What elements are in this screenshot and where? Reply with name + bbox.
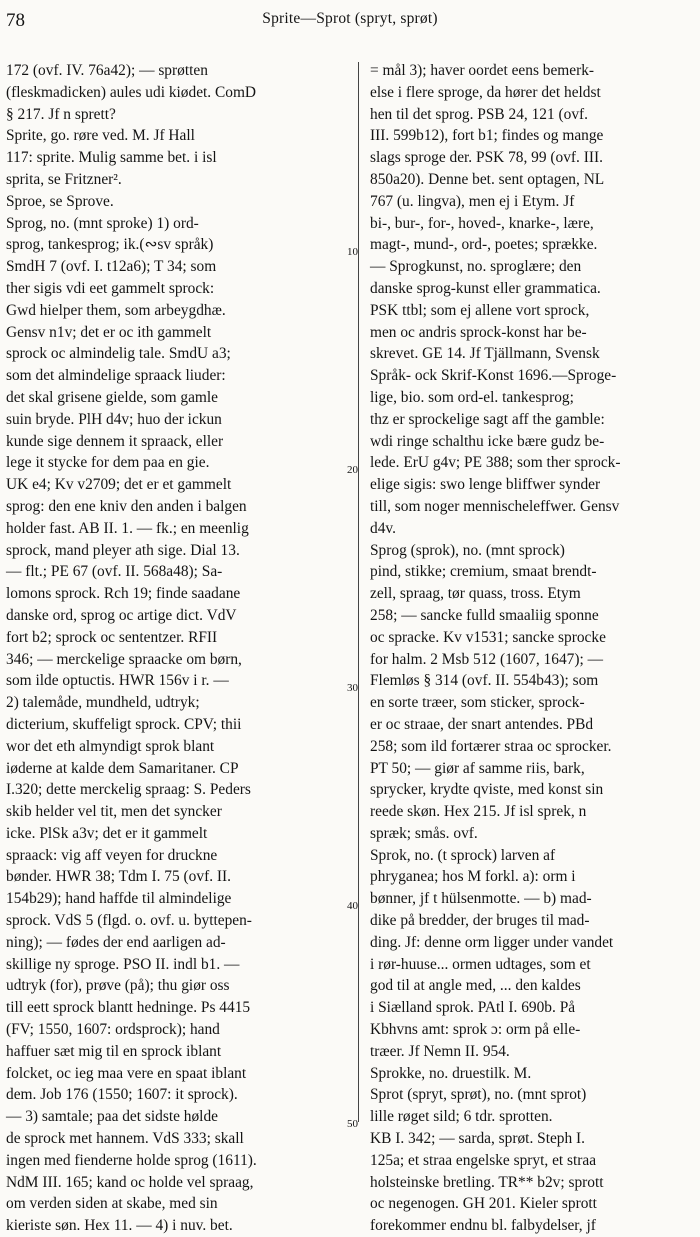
text-line: fort b2; sprock oc sententzer. RFII xyxy=(6,628,218,646)
text-line: sprock oc almindelig tale. SmdU a3; xyxy=(6,345,231,363)
text-line: bønder. HWR 38; Tdm I. 75 (ovf. II. xyxy=(6,868,231,886)
text-line: § 217. Jf n sprett? xyxy=(6,105,116,123)
text-line: lege it stycke for dem paa en gie. xyxy=(6,454,210,472)
text-line: i Siælland sprok. PAtl I. 690b. På xyxy=(370,999,576,1017)
text-line: slags sproge der. PSK 78, 99 (ovf. III. xyxy=(370,149,603,167)
text-line: en sorte træer, som sticker, sprock- xyxy=(370,694,585,712)
text-line: d4v. xyxy=(370,519,396,537)
text-line: 2) talemåde, mundheld, udtryk; xyxy=(6,694,200,712)
text-line: — Sprogkunst, no. sproglære; den xyxy=(370,258,582,276)
text-line: Sprog (sprok), no. (mnt sprock) xyxy=(370,541,565,559)
text-line: UK e4; Kv v2709; det er et gammelt xyxy=(6,476,232,494)
text-line: er oc straae, der snart antendes. PBd xyxy=(370,715,594,733)
text-line: suin bryde. PlH d4v; huo der ickun xyxy=(6,410,222,428)
text-line: phryganea; hos M forkl. a): orm i xyxy=(370,868,576,886)
text-line: bi-, bur-, for-, hoved-, knarke-, lære, xyxy=(370,214,594,232)
text-line: Sprot (spryt, sprøt), no. (mnt sprot) xyxy=(370,1086,587,1104)
text-line: 154b29); hand haffde til almindelige xyxy=(6,890,232,908)
page-number: 78 xyxy=(6,10,25,31)
text-line: 172 (ovf. IV. 76a42); — sprøtten xyxy=(6,62,208,79)
text-line: iøderne at kalde dem Samaritaner. CP xyxy=(6,759,239,777)
text-line: sprock, mand pleyer ath sige. Dial 13. xyxy=(6,541,240,559)
text-line: ingen med fienderne holde sprog (1611). xyxy=(6,1151,257,1169)
text-line: haffuer sæt mig til en sprock iblant xyxy=(6,1042,222,1060)
text-line: som ilde optuctis. HWR 156v i r. — xyxy=(6,672,229,690)
running-header-title: Sprite—Sprot (spryt, sprøt) xyxy=(262,10,438,27)
text-line: till, som noger mennischeleffwer. Gensv xyxy=(370,497,620,515)
text-line: ning); — fødes der end aarligen ad- xyxy=(6,933,226,951)
text-line: holder fast. AB II. 1. — fk.; en meenlig xyxy=(6,519,249,537)
text-line: oc spracke. Kv v1531; sancke sprocke xyxy=(370,628,606,646)
text-line: for halm. 2 Msb 512 (1607, 1647); — xyxy=(370,650,603,668)
text-line: till eett sprock blantt hedninge. Ps 4415 xyxy=(6,999,251,1017)
text-line: udtryk (for), prøve (på); thu giør oss xyxy=(6,977,230,995)
text-line: spraack: vig aff veyen for druckne xyxy=(6,846,218,864)
text-line: icke. PlSk a3v; det er it gammelt xyxy=(6,824,208,842)
text-line: de sprock met hannem. VdS 333; skall xyxy=(6,1130,244,1148)
text-line: SmdH 7 (ovf. I. t12a6); T 34; som xyxy=(6,258,217,276)
text-line: magt-, mund-, ord-, poetes; sprække. xyxy=(370,236,598,254)
text-line: (FV; 1550, 1607: ordsprock); hand xyxy=(6,1021,220,1039)
text-line: wor det eth almyndigt sprok blant xyxy=(6,737,215,755)
text-line: sprock. VdS 5 (flgd. o. ovf. u. byttepen- xyxy=(6,912,252,930)
text-line: danske sprog-kunst eller grammatica. xyxy=(370,279,601,297)
line-number: 20 xyxy=(347,464,358,476)
text-line: holsteinske bretling. TR** b2v; sprott xyxy=(370,1173,604,1191)
text-line: pind, stikke; cremium, smaat brendt- xyxy=(370,563,597,581)
text-line: I.320; dette merckelig spraag: S. Peders xyxy=(6,781,251,799)
text-line: folcket, oc ieg maa vere en spaat iblant xyxy=(6,1064,247,1082)
right-column xyxy=(370,60,694,1237)
text-line: zell, spraag, tør quass, tross. Etym xyxy=(370,585,581,603)
text-line: Sprokke, no. druestilk. M. xyxy=(370,1064,532,1082)
text-line: sprycker, krydte qviste, med konst sin xyxy=(370,781,604,799)
text-line: dicterium, skuffeligt sprock. CPV; thii xyxy=(6,715,242,733)
text-line: NdM III. 165; kand oc holde vel spraag, xyxy=(6,1173,254,1191)
text-line: kieriste søn. Hex 11. — 4) i nuv. bet. xyxy=(6,1217,233,1235)
text-line: god til at angle med, ... den kaldes xyxy=(370,977,581,995)
left-column xyxy=(6,60,346,1237)
text-line: Gwd hielper them, som arbeygdhæ. xyxy=(6,301,226,319)
text-line: Sprite, go. røre ved. M. Jf Hall xyxy=(6,127,195,145)
text-line: 117: sprite. Mulig samme bet. i isl xyxy=(6,149,217,167)
text-line: skib helder vel tit, men det syncker xyxy=(6,803,222,821)
text-line: 125a; et straa engelske spryt, et straa xyxy=(370,1151,597,1169)
text-line: dem. Job 176 (1550; 1607: it sprock). xyxy=(6,1086,238,1104)
text-line: ding. Jf: denne orm ligger under vandet xyxy=(370,933,614,951)
text-line: spræk; smås. ovf. xyxy=(370,824,478,842)
text-line: ther sigis vdi eet gammelt sprock: xyxy=(6,279,215,297)
text-line: Sprok, no. (t sprock) larven af xyxy=(370,846,556,864)
text-line: thz er sprockelige sagt aff the gamble: xyxy=(370,410,605,428)
text-line: PSK ttbl; som ej allene vort sprock, xyxy=(370,301,590,319)
text-line: Sprog, no. (mnt sproke) 1) ord- xyxy=(6,214,199,232)
text-line: lige, bio. som ord-el. tankesprog; xyxy=(370,388,574,406)
text-line: skillige ny sproge. PSO II. indl b1. — xyxy=(6,955,240,973)
text-line: elige sigis: swo lenge bliffwer synder xyxy=(370,476,601,494)
text-line: bønner, jf t hülsenmotte. — b) mad- xyxy=(370,890,592,908)
text-line: — flt.; PE 67 (ovf. II. 568a48); Sa- xyxy=(6,563,223,581)
text-line: 850a20). Denne bet. sent optagen, NL xyxy=(370,170,605,188)
text-line: det skal grisene gielde, som gamle xyxy=(6,388,218,406)
text-line: 258; som ild fortærer straa oc sprocker. xyxy=(370,737,612,755)
text-line: i rør-huuse... ormen udtages, som et xyxy=(370,955,591,973)
text-line: else i flere sproge, da hører det heldst xyxy=(370,83,601,101)
text-line: lede. ErU g4v; PE 388; som ther sprock- xyxy=(370,454,621,472)
line-number: 10 xyxy=(347,246,358,258)
text-line: Gensv n1v; det er oc ith gammelt xyxy=(6,323,212,341)
line-number: 50 xyxy=(347,1118,358,1130)
text-line: sprog: den ene kniv den anden i balgen xyxy=(6,497,247,515)
text-line: Sproe, se Sprove. xyxy=(6,192,114,210)
text-line: dike på bredder, der bruges til mad- xyxy=(370,912,590,930)
text-line: hen til det sprog. PSB 24, 121 (ovf. xyxy=(370,105,589,123)
text-line: KB I. 342; — sarda, sprøt. Steph I. xyxy=(370,1130,586,1148)
text-line: wdi ringe schalthu icke bære gudz be- xyxy=(370,432,605,450)
text-line: Kbhvns amt: sprok ɔ: orm på elle- xyxy=(370,1021,581,1039)
text-line: forekommer endnu bl. falbydelser, jf xyxy=(370,1217,596,1235)
column-divider xyxy=(358,62,359,1122)
text-line: kunde sige dennem it spraack, eller xyxy=(6,432,224,450)
text-line: skrevet. GE 14. Jf Tjällmann, Svensk xyxy=(370,345,600,363)
text-line: Språk- ock Skrif-Konst 1696.—Sproge- xyxy=(370,367,617,385)
text-line: lille røget sild; 6 tdr. sprotten. xyxy=(370,1108,553,1126)
text-line: III. 599b12), fort b1; findes og mange xyxy=(370,127,604,145)
text-line: 767 (u. lingva), men ej i Etym. Jf xyxy=(370,192,575,210)
text-line: (fleskmadicken) aules udi kiødet. ComD xyxy=(6,83,257,101)
text-line: lomons sprock. Rch 19; finde saadane xyxy=(6,585,241,603)
text-line: sprita, se Fritzner². xyxy=(6,170,122,188)
text-line: men oc andris sprock-konst har be- xyxy=(370,323,587,341)
text-line: 258; — sancke fulld smaaliig sponne xyxy=(370,606,599,624)
line-number: 30 xyxy=(347,682,358,694)
text-line: om verden siden at skabe, med sin xyxy=(6,1195,218,1213)
text-line: oc negenogen. GH 201. Kieler sprott xyxy=(370,1195,597,1213)
text-line: danske ord, sprog oc artige dict. VdV xyxy=(6,606,237,624)
text-line: — 3) samtale; paa det sidste hølde xyxy=(6,1108,218,1126)
text-line: sprog, tankesprog; ik.(∾sv språk) xyxy=(6,236,214,254)
text-line: 346; — merckelige spraacke om børn, xyxy=(6,650,242,668)
line-number: 40 xyxy=(347,900,358,912)
text-line: = mål 3); haver oordet eens bemerk- xyxy=(370,62,595,79)
text-line: PT 50; — giør af samme riis, bark, xyxy=(370,759,585,777)
text-line: reede skøn. Hex 215. Jf isl sprek, n xyxy=(370,803,587,821)
text-line: Flemløs § 314 (ovf. II. 554b43); som xyxy=(370,672,599,690)
text-line: træer. Jf Nemn II. 954. xyxy=(370,1042,510,1060)
text-line: som det almindelige spraack liuder: xyxy=(6,367,226,385)
